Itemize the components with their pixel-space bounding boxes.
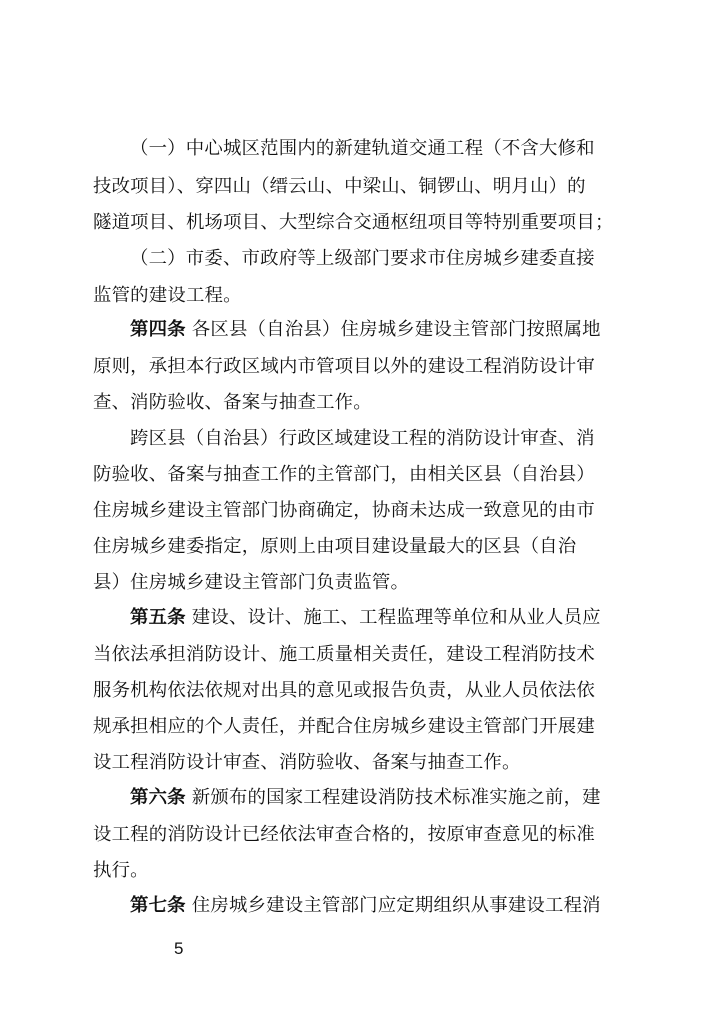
text-line: 技改项目）、穿四山（缙云山、中梁山、铜锣山、明月山）的 bbox=[93, 176, 586, 197]
text-line: 县）住房城乡建设主管部门负责监管。 bbox=[93, 572, 410, 593]
article-4-line: 第四条 各区县（自治县）住房城乡建设主管部门按照属地 bbox=[130, 319, 601, 340]
text-line: （二）市委、市政府等上级部门要求市住房城乡建委直接 bbox=[130, 248, 595, 269]
article-5-line: 第五条 建设、设计、施工、工程监理等单位和从业人员应 bbox=[130, 607, 601, 628]
text-line: 防验收、备案与抽查工作的主管部门，由相关区县（自治县） bbox=[93, 464, 595, 485]
text-line: 原则，承担本行政区域内市管项目以外的建设工程消防设计审 bbox=[93, 356, 595, 377]
text-line: 设工程消防设计审查、消防验收、备案与抽查工作。 bbox=[93, 752, 521, 773]
article-7-heading: 第七条 bbox=[130, 895, 186, 916]
text-line: 住房城乡建委指定，原则上由项目建设量最大的区县（自治 bbox=[93, 536, 577, 557]
text-line: 监管的建设工程。 bbox=[93, 285, 242, 306]
text-line: 执行。 bbox=[93, 860, 149, 881]
text-line: 住房城乡建设主管部门协商确定，协商未达成一致意见的由市 bbox=[93, 500, 595, 521]
text-line: 当依法承担消防设计、施工质量相关责任，建设工程消防技术 bbox=[93, 644, 595, 665]
text-line: 跨区县（自治县）行政区域建设工程的消防设计审查、消 bbox=[130, 428, 595, 449]
text-line: 规承担相应的个人责任，并配合住房城乡建设主管部门开展建 bbox=[93, 716, 595, 737]
text-line: 设工程的消防设计已经依法审查合格的，按原审查意见的标准 bbox=[93, 824, 595, 845]
text-line: 服务机构依法依规对出具的意见或报告负责，从业人员依法依 bbox=[93, 680, 595, 701]
text-line: 隧道项目、机场项目、大型综合交通枢纽项目等特别重要项目； bbox=[93, 212, 614, 233]
text-line: （一）中心城区范围内的新建轨道交通工程（不含大修和 bbox=[130, 138, 595, 159]
article-6-line: 第六条 新颁布的国家工程建设消防技术标准实施之前，建 bbox=[130, 787, 601, 808]
article-6-heading: 第六条 bbox=[130, 787, 186, 808]
text-line: 查、消防验收、备案与抽查工作。 bbox=[93, 392, 372, 413]
page-number: 5 bbox=[174, 939, 184, 958]
article-5-heading: 第五条 bbox=[130, 607, 186, 628]
article-4-heading: 第四条 bbox=[130, 319, 186, 340]
article-7-line: 第七条 住房城乡建设主管部门应定期组织从事建设工程消 bbox=[130, 895, 601, 916]
